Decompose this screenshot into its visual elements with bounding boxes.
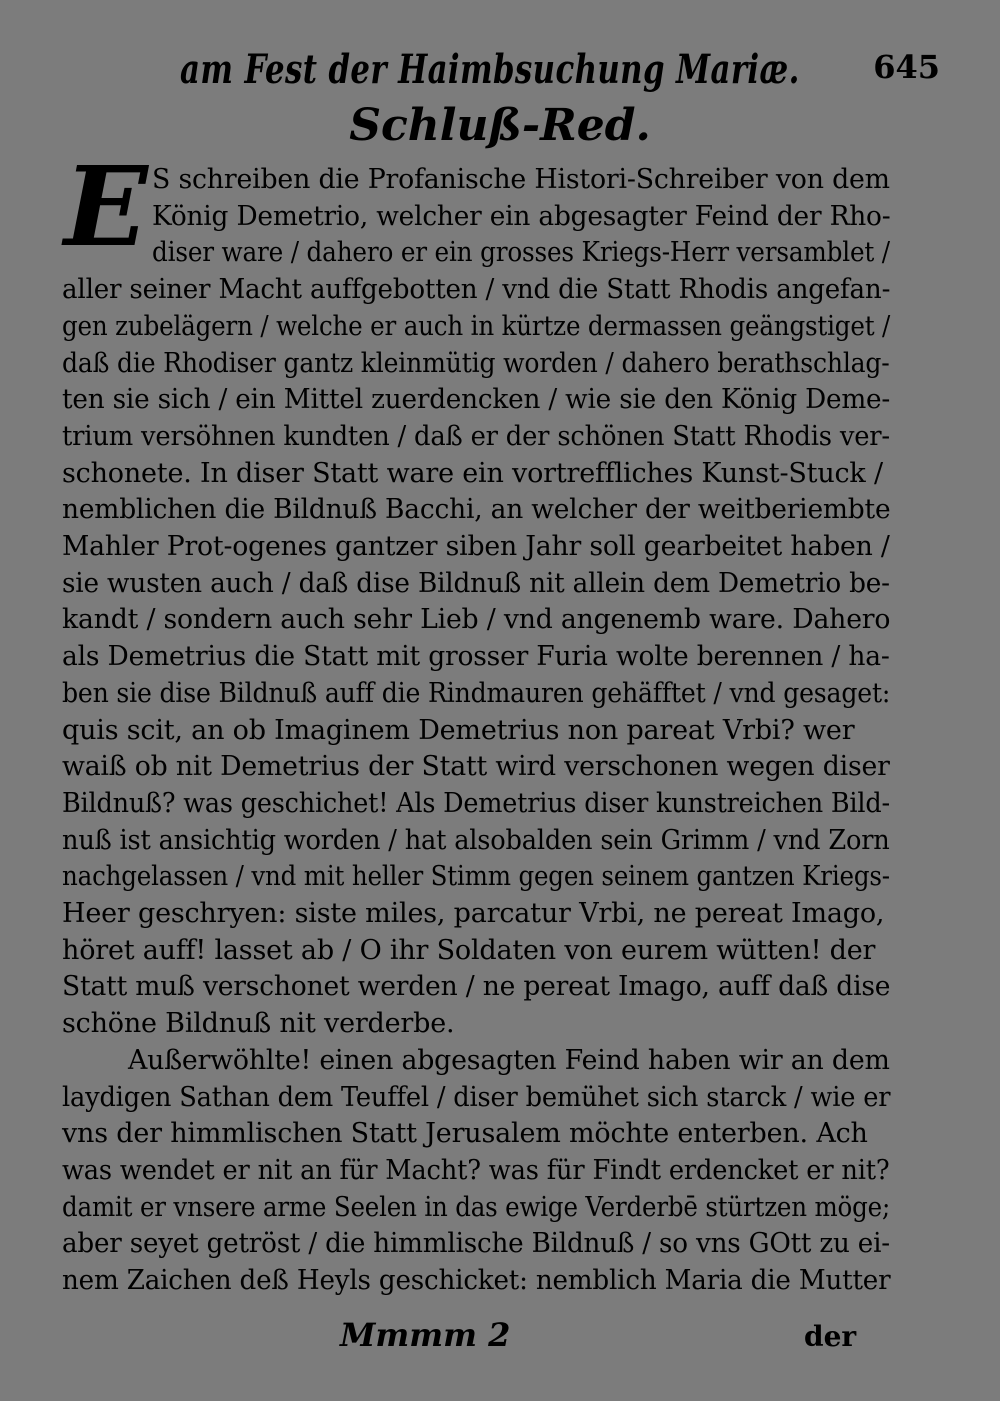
text-line: nem Zaichen deß Heyls geschicket: nemblich Maria die Mutter xyxy=(62,1265,891,1296)
text-line: schonete. In diser Statt ware ein vortreffliches Kunst-Stuck / xyxy=(62,457,883,489)
text-line: König Demetrio, welcher ein abgesagter Feind der Rho- xyxy=(152,200,891,232)
section-title: Schluß-Red. xyxy=(349,100,651,151)
text-line: höret auff! lasset ab / O ihr Soldaten von eurem wütten! der xyxy=(62,934,876,966)
running-head-title: am Fest der Haimbsuchung Mariæ. xyxy=(180,46,800,93)
text-line: Mahler Prot-ogenes gantzer siben Jahr soll gearbeitet haben / xyxy=(62,531,890,562)
signature-mark: Mmmm 2 xyxy=(340,1316,511,1354)
text-line: damit er vnsere arme Seelen in das ewige Verderbē stürtzen möge; xyxy=(62,1191,891,1223)
catchword: der xyxy=(804,1320,857,1353)
text-line: laydigen Sathan dem Teuffel / diser bemühet sich starck / wie er xyxy=(62,1081,891,1113)
text-line: Außerwöhlte! einen abgesagten Feind haben wir an dem xyxy=(128,1044,890,1076)
text-line: nemblichen die Bildnuß Bacchi, an welcher der weitberiembte xyxy=(62,494,891,526)
text-line: trium versöhnen kundten / daß er der schönen Statt Rhodis ver- xyxy=(62,420,890,452)
text-line: was wendet er nit an für Macht? was für Findt erdencket er nit? xyxy=(62,1154,890,1186)
text-line: Statt muß verschonet werden / ne pereat Imago, auff daß dise xyxy=(62,971,891,1003)
text-line: nachgelassen / vnd mit heller Stimm gegen seinem gantzen Kriegs- xyxy=(62,861,890,893)
text-line: vns der himmlischen Statt Jerusalem möchte enterben. Ach xyxy=(62,1118,868,1150)
text-line: Bildnuß? was geschichet! Als Demetrius diser kunstreichen Bild- xyxy=(62,787,890,819)
text-line: als Demetrius die Statt mit grosser Furia wolte berennen / ha- xyxy=(62,641,890,673)
text-line: kandt / sondern auch sehr Lieb / vnd angenemb ware. Dahero xyxy=(62,604,891,636)
text-line: sie wusten auch / daß dise Bildnuß nit allein dem Demetrio be- xyxy=(62,567,890,599)
text-line: ten sie sich / ein Mittel zuerdencken / wie sie den König Deme- xyxy=(62,384,891,416)
text-line: gen zubelägern / welche er auch in kürtze dermassen geängstiget / xyxy=(62,310,891,342)
text-line: quis scit, an ob Imaginem Demetrius non pareat Vrbi? wer xyxy=(62,714,855,746)
drop-cap: E xyxy=(64,142,148,271)
text-line: ben sie dise Bildnuß auff die Rindmauren gehäfftet / vnd gesaget: xyxy=(62,677,891,709)
text-line: diser ware / dahero er ein grosses Kriegs-Herr versamblet / xyxy=(152,237,890,269)
text-line: daß die Rhodiser gantz kleinmütig worden / dahero berathschlag- xyxy=(62,347,890,379)
text-line: aller seiner Macht auffgebotten / vnd die Statt Rhodis angefan- xyxy=(62,274,891,306)
text-line: aber seyet getröst / die himmlische Bildnuß / so vns GOtt zu ei- xyxy=(62,1228,890,1260)
text-line: schöne Bildnuß nit verderbe. xyxy=(62,1008,455,1040)
text-line: Heer geschryen: siste miles, parcatur Vrbi, ne pereat Imago, xyxy=(62,898,885,929)
running-head xyxy=(60,42,940,102)
page-number: 645 xyxy=(873,48,940,86)
text-line: S schreiben die Profanische Histori-Schreiber von dem xyxy=(152,164,890,195)
text-line: nuß ist ansichtig worden / hat alsobalden sein Grimm / vnd Zorn xyxy=(62,824,890,856)
text-line: waiß ob nit Demetrius der Statt wird verschonen wegen diser xyxy=(62,751,890,783)
